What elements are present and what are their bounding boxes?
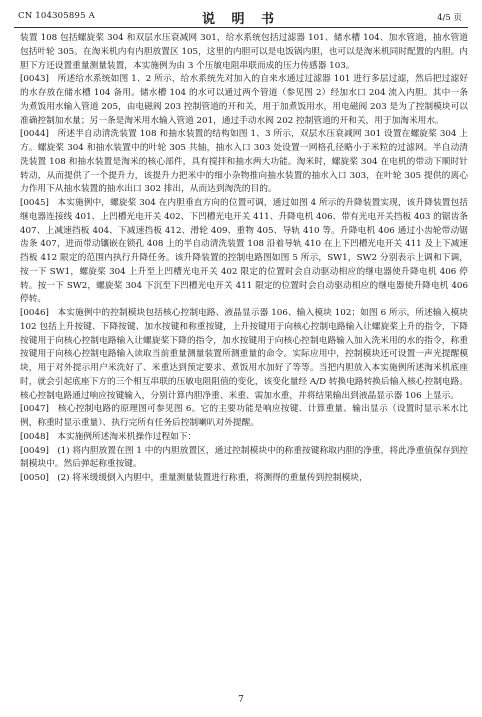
- document-body: [20, 32, 468, 677]
- paragraph-number: [0049]: [20, 445, 49, 456]
- document-title: 说 明 书: [201, 12, 281, 27]
- paragraph: [20, 32, 468, 73]
- paragraph: [20, 431, 468, 445]
- paragraph-number: [0048]: [20, 431, 49, 442]
- paragraph: [20, 445, 468, 473]
- paragraph: [20, 307, 468, 403]
- paragraph-text: 装置 108 包括螺旋桨 304 和双层水压衰减网 301，给水系统包括过滤器 101、储水槽 104、加水管道，抽水管道包括叶轮 305。在淘米机内有内胆放置区 105，这里的内胆可以是电饭锅内胆，也可以是淘米机同时配置的内胆。内胆下方还设置重量测量装置，本实施例为由 3 个压敏电阻串联而成的压力传感器 103。: [20, 33, 468, 71]
- paragraph-number: [0050]: [20, 473, 49, 483]
- paragraph-text: 所述给水系统如图 1、2 所示，给水系统先对加入的自来水通过过滤器 101 进行多层过滤，然后把过滤好的水存放在储水槽 104 备用。储水槽 104 的水可以通过两个管道（参见图 2）经加水口 204 流入内胆。其中一条为煮饭用水输入管道 205，由电磁阀 203 控制管道的开和关，用于加煮饭用水，用电磁阀 203 是为了控制模块可以准确控制加水量；另一条是淘米用水输入管道 201，通过手动水阀 202 控制管道的开和关，用于加淘米用水。: [20, 74, 468, 126]
- paragraph-text: 本实施例中，螺旋桨 304 在内胆垂直方向的位置可调，通过如图 4 所示的升降装置实现，该升降装置包括继电器连接线 401、上凹槽光电开关 402、下凹槽光电开关 411、升降电机 406、带有光电开关挡板 403 的锯齿条 407、上减速挡板 404、下减速挡板 412、滑轮 409、重物 405、导轨 410 等。升降电机 406 通过小齿轮带动锯齿条 407，进而带动镶嵌在锁孔 408 上的半自动清洗装置 108 沿着导轨 410 在上下凹槽光电开关 411 及上下减速挡板 412 限定的范围内执行升降任务。该升降装置的控制电路图如图 5 所示，SW1，SW2 分别表示上调和下调，按一下 SW1，螺旋桨 304 上升至上凹槽光电开关 402 限定的位置时会自动驱动相应的继电器使升降电机 406 停转。按一下 SW2，螺旋桨 304 下沉至下凹槽光电开关 411 限定的位置时会自动驱动相应的继电器使升降电机 406 停转。: [20, 198, 468, 305]
- paragraph-number: [0047]: [20, 404, 49, 415]
- paragraph-text: 所述半自动清洗装置 108 和抽水装置的结构如图 1、3 所示，双层水压衰减网 301 设置在螺旋桨 304 上方。螺旋桨 304 和抽水装置中的叶轮 305 共轴，抽水入口 303 处设置一网格孔径略小于米粒的过滤网。半自动清洗装置 108 和抽水装置是淘米的核心部件，具有搅拌和抽水两大功能。淘米时，螺旋桨 304 在电机的带动下顺时针转动，从而提供了一个提升力，该提升力把米中的细小杂物推向抽水装置的抽水入口 303，在叶轮 305 提供的离心力作用下从抽水装置的抽水出口 302 排出，从而达到淘洗的目的。: [20, 129, 468, 195]
- paragraph-number: [0045]: [20, 198, 49, 208]
- paragraph: [20, 403, 468, 431]
- paragraph-number: [0044]: [20, 129, 49, 140]
- header-divider: [14, 27, 468, 28]
- paragraph-text: 本实施例所述淘米机操作过程如下：: [57, 431, 197, 442]
- paragraph-text: 核心控制电路的原理图可参见图 6。它的主要功能是响应按键、计算重量、输出显示（设置时显示米水比例，称重时显示重量）、执行完所有任务后控制喇叭对外提醒。: [20, 404, 468, 428]
- paragraph-text: (1) 将内胆放置在图 1 中的内胆放置区，通过控制模块中的称重按键称取内胆的净重，将此净重值保存到控制模块中。然后弹起称重按键。: [20, 445, 468, 470]
- paragraph: [20, 128, 468, 197]
- paragraph: [20, 197, 468, 307]
- document-number: CN 104305895 A: [18, 11, 95, 21]
- paragraph-number: [0046]: [20, 308, 49, 318]
- page-header: [14, 8, 468, 26]
- paragraph-text: 本实施例中的控制模块包括核心控制电路、液晶显示器 106、输入模块 102；如图 6 所示，所述输入模块 102 包括上升按键、下降按键、加水按键和称重按键，上升按键用于向核心控制电路输入让螺旋桨上升的指令，下降按键用于向核心控制电路输入让螺旋桨下降的指令，加水按键用于向核心控制电路输入加入洗米用的水的指令，称重按键用于向核心控制电路输入读取当前重量测量装置所测重量的命令。实际应用中，控制模块还可设置一声光提醒模块，用于对外提示用户米洗好了、米重达到预定要求、煮饭用水加好了等等。当把内胆放入本实施例所述淘米机底座时，就会引起底座下方的三个相互串联的压敏电阻阻值的变化，该变化量经 A/D 转换电路转换后输入核心控制电路。核心控制电路通过响应按键输入，分别计算内胆净重、米重、需加水重，并将结果输出到液晶显示器 106 上显示。: [20, 308, 468, 401]
- page-number: 7: [238, 695, 244, 705]
- paragraph-number: [0043]: [20, 74, 49, 85]
- paragraph: [20, 73, 468, 128]
- paragraph-text: (2) 将米缓缓倒入内胆中，重量测量装置进行称重，将测得的重量传到控制模块，: [57, 473, 368, 483]
- paragraph: [20, 472, 468, 486]
- page-info: 4/5 页: [437, 13, 462, 23]
